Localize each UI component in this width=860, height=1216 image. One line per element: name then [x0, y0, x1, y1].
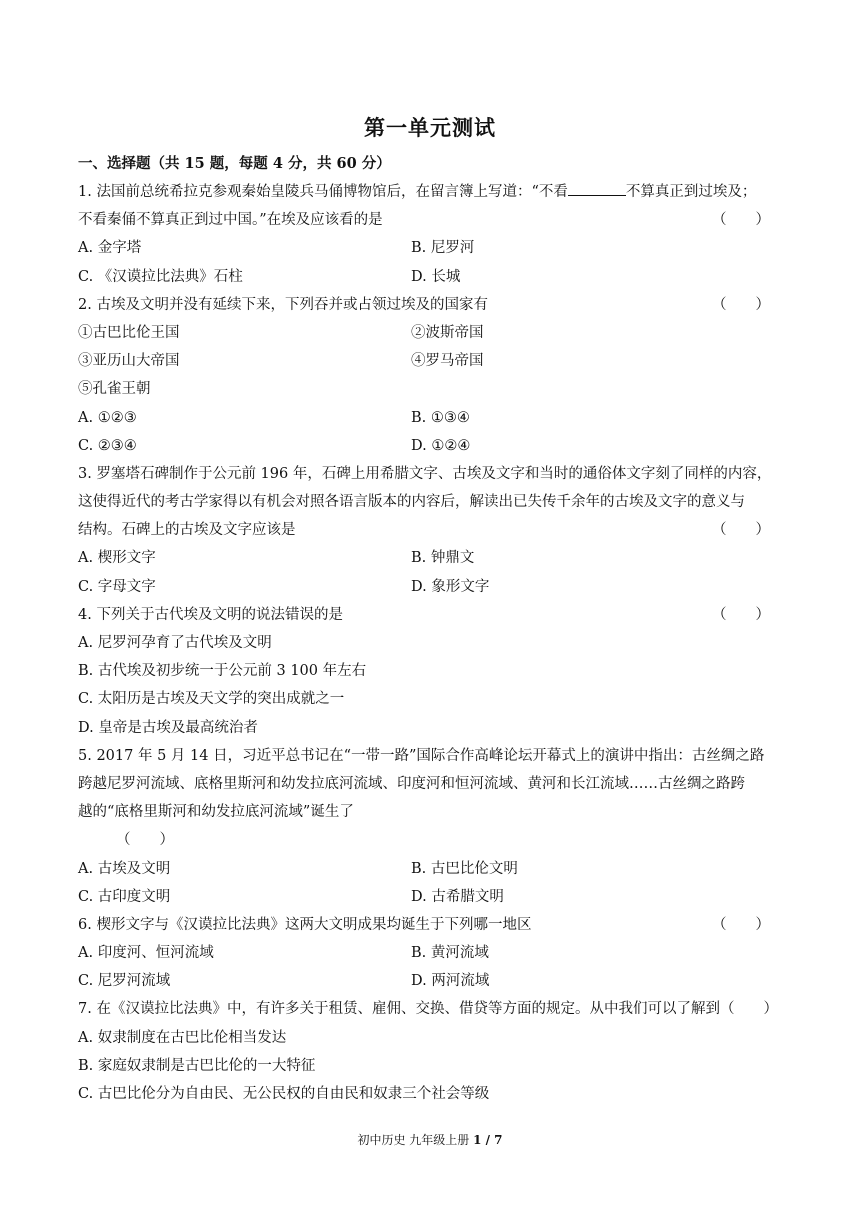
- question-4-text: 4. 下列关于古代埃及文明的说法错误的是: [78, 606, 343, 623]
- question-5-line-2: 跨越尼罗河流域、底格里斯河和幼发拉底河流域、印度河和恒河流域、黄河和长江流域……古丝绸之路跨: [78, 775, 745, 792]
- question-1-line-2: [78, 206, 784, 234]
- question-1-text-c: 不看秦俑不算真正到过中国。”在埃及应该看的是: [78, 212, 383, 229]
- option-c: C. 古巴比伦分为自由民、无公民权的自由民和奴隶三个社会等级: [78, 1086, 490, 1102]
- option-c: C. 字母文字: [78, 578, 156, 595]
- item-2: ②波斯帝国: [411, 324, 484, 341]
- question-3-options-row-2: [78, 573, 784, 601]
- question-6-stem: [78, 911, 784, 939]
- question-3-line-3: [78, 516, 784, 544]
- item-5: ⑤孔雀王朝: [78, 381, 151, 398]
- option-c: C. ②③④: [78, 437, 137, 454]
- item-3: ③亚历山大帝国: [78, 353, 180, 370]
- question-list: [78, 178, 784, 1108]
- option-a: A. 楔形文字: [78, 550, 156, 567]
- item-4: ④罗马帝国: [411, 353, 484, 370]
- answer-paren: （ ）: [712, 212, 770, 229]
- question-5-options-row-1: [78, 855, 784, 883]
- answer-paren: （ ）: [712, 296, 770, 313]
- option-b: B. 家庭奴隶制是古巴比伦的一大特征: [78, 1057, 316, 1074]
- option-a: A. 奴隶制度在古巴比伦相当发达: [78, 1029, 287, 1046]
- question-2-stem: [78, 291, 784, 319]
- question-2-options-row-1: [78, 404, 784, 432]
- question-5-line-3: 越的“底格里斯河和幼发拉底河流域”诞生了: [78, 804, 354, 821]
- question-5-options-row-2: [78, 883, 784, 911]
- option-c: C. 古印度文明: [78, 888, 171, 905]
- option-a: A. 古埃及文明: [78, 860, 171, 877]
- question-3-line-1: 3. 罗塞塔石碑制作于公元前 196 年，石碑上用希腊文字、古埃及文字和当时的通俗体文字刻了同样的内容，: [78, 465, 772, 482]
- question-1-line-1: [78, 178, 784, 206]
- question-4-stem: [78, 601, 784, 629]
- question-2-options-row-2: [78, 432, 784, 460]
- option-a: A. ①②③: [78, 409, 137, 426]
- option-c: C. 尼罗河流域: [78, 973, 171, 990]
- question-7-stem: 7. 在《汉谟拉比法典》中，有许多关于租赁、雇佣、交换、借贷等方面的规定。从中我们可以了解到（ ）: [78, 1001, 778, 1018]
- answer-paren: （ ）: [116, 832, 174, 849]
- option-a: A. 尼罗河孕育了古代埃及文明: [78, 635, 272, 651]
- option-d: D. ①②④: [411, 437, 471, 454]
- option-b: B. ①③④: [411, 409, 470, 426]
- question-2-items-row-3: [78, 375, 784, 403]
- question-1-options-row-1: [78, 234, 784, 262]
- option-b: B. 古代埃及初步统一于公元前 3 100 年左右: [78, 663, 367, 680]
- question-6-options-row-2: [78, 967, 784, 995]
- fill-in-blank: [568, 181, 626, 196]
- option-b: B. 黄河流域: [411, 945, 489, 962]
- option-b: B. 尼罗河: [411, 240, 475, 257]
- page-number: 1 / 7: [473, 1133, 503, 1147]
- option-c: C. 太阳历是古埃及天文学的突出成就之一: [78, 691, 345, 708]
- question-5-line-1: 5. 2017 年 5 月 14 日，习近平总书记在“一带一路”国际合作高峰论坛开幕式上的演讲中指出：古丝绸之路: [78, 747, 765, 764]
- option-d: D. 两河流域: [411, 973, 490, 990]
- option-d: D. 长城: [411, 268, 461, 285]
- section-heading: 一、选择题（共 15 题，每题 4 分，共 60 分）: [78, 155, 391, 172]
- question-1-options-row-2: [78, 263, 784, 291]
- question-3-options-row-1: [78, 544, 784, 572]
- answer-paren: （ ）: [712, 606, 770, 623]
- question-3-text: 结构。石碑上的古埃及文字应该是: [78, 522, 296, 539]
- item-1: ①古巴比伦王国: [78, 324, 180, 341]
- answer-paren: （ ）: [712, 522, 770, 539]
- question-1-text-b: 不算真正到过埃及；: [625, 184, 757, 200]
- question-1-text-a: 1. 法国前总统希拉克参观秦始皇陵兵马俑博物馆后，在留言簿上写道：“不看: [78, 184, 568, 200]
- option-d: D. 象形文字: [411, 578, 490, 595]
- question-3-line-2: 这使得近代的考古学家得以有机会对照各语言版本的内容后，解读出已失传千余年的古埃及文字的意义与: [78, 494, 745, 511]
- page-title: 第一单元测试: [364, 115, 496, 140]
- footer-text: 初中历史 九年级上册: [357, 1133, 474, 1147]
- option-a: A. 金字塔: [78, 240, 142, 257]
- option-c: C. 《汉谟拉比法典》石柱: [78, 268, 243, 285]
- option-d: D. 皇帝是古埃及最高统治者: [78, 719, 258, 736]
- option-a: A. 印度河、恒河流域: [78, 945, 214, 962]
- question-6-text: 6. 楔形文字与《汉谟拉比法典》这两大文明成果均诞生于下列哪一地区: [78, 916, 532, 933]
- answer-paren: （ ）: [712, 916, 770, 933]
- question-2-items-row-1: [78, 319, 784, 347]
- option-d: D. 古希腊文明: [411, 888, 504, 905]
- question-2-items-row-2: [78, 347, 784, 375]
- page-footer: [0, 1131, 860, 1148]
- option-b: B. 古巴比伦文明: [411, 860, 518, 877]
- question-2-text: 2. 古埃及文明并没有延续下来，下列吞并或占领过埃及的国家有: [78, 296, 488, 313]
- question-6-options-row-1: [78, 939, 784, 967]
- option-b: B. 钟鼎文: [411, 550, 475, 567]
